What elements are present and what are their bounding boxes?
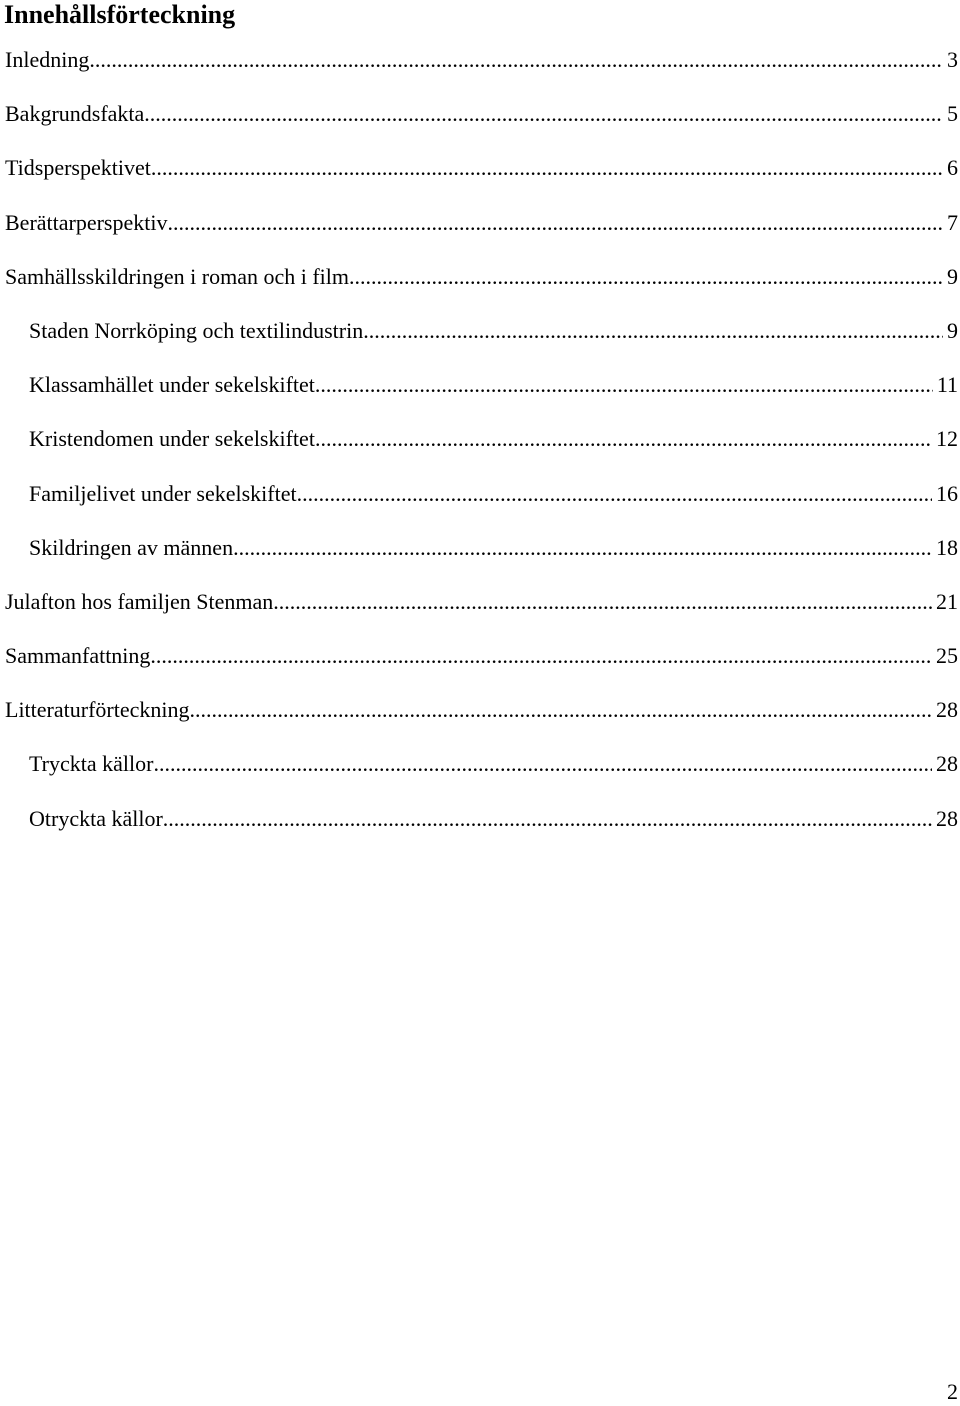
toc-entry[interactable] xyxy=(0,640,960,694)
toc-dot-leader xyxy=(89,44,943,76)
toc-subentry[interactable] xyxy=(0,369,960,423)
toc-entry-label: Tryckta källor xyxy=(29,751,154,777)
toc-entry-label: Kristendomen under sekelskiftet xyxy=(29,426,315,452)
toc-dot-leader xyxy=(168,207,944,239)
toc-entry-page: 18 xyxy=(936,534,958,560)
page-number: 2 xyxy=(947,1379,958,1404)
toc-entry-label: Familjelivet under sekelskiftet xyxy=(29,480,297,506)
toc-dot-leader xyxy=(151,152,943,184)
toc-entry[interactable] xyxy=(0,694,960,748)
toc-dot-leader xyxy=(363,315,943,347)
toc-entry-label: Berättarperspektiv xyxy=(5,209,168,235)
toc-entry-label: Skildringen av männen xyxy=(29,534,234,560)
toc-dot-leader xyxy=(315,423,932,455)
toc-entry-page: 28 xyxy=(936,751,958,777)
toc-dot-leader xyxy=(297,478,932,510)
toc-entry[interactable] xyxy=(0,44,960,98)
toc-subentry[interactable] xyxy=(0,803,960,857)
toc-entry-page: 11 xyxy=(936,372,958,398)
toc-dot-leader xyxy=(233,532,932,564)
toc-entry[interactable] xyxy=(0,152,960,206)
toc-entry-label: Litteraturförteckning xyxy=(5,697,190,723)
toc-dot-leader xyxy=(150,640,932,672)
toc-entry-page: 6 xyxy=(947,155,958,181)
toc-dot-leader xyxy=(315,369,933,401)
toc-entry-page: 5 xyxy=(947,101,958,127)
toc-entry-page: 25 xyxy=(936,643,958,669)
toc-entry-page: 7 xyxy=(947,209,958,235)
toc-subentry[interactable] xyxy=(0,748,960,802)
toc-entry-page: 16 xyxy=(936,480,958,506)
toc-subentry[interactable] xyxy=(0,532,960,586)
toc-dot-leader xyxy=(273,586,932,618)
toc-subentry[interactable] xyxy=(0,478,960,532)
toc-dot-leader xyxy=(349,261,943,293)
toc-entry[interactable] xyxy=(0,586,960,640)
toc-subentry[interactable] xyxy=(0,315,960,369)
toc-entry-label: Sammanfattning xyxy=(5,643,151,669)
toc-entry-label: Samhällsskildringen i roman och i film xyxy=(5,263,350,289)
toc-dot-leader xyxy=(189,694,932,726)
toc-dot-leader xyxy=(153,748,932,780)
toc-entry-page: 28 xyxy=(936,805,958,831)
toc-entry-label: Julafton hos familjen Stenman xyxy=(5,588,274,614)
toc-entry-page: 21 xyxy=(936,588,958,614)
toc-entry[interactable] xyxy=(0,207,960,261)
toc-dot-leader xyxy=(163,803,932,835)
toc-entry-label: Tidsperspektivet xyxy=(5,155,151,181)
toc-heading: Innehållsförteckning xyxy=(4,0,236,29)
toc-entry-page: 9 xyxy=(947,263,958,289)
toc-entry-label: Klassamhället under sekelskiftet xyxy=(29,372,315,398)
toc-dot-leader xyxy=(144,98,943,130)
toc-list xyxy=(0,44,960,857)
toc-entry-page: 9 xyxy=(947,317,958,343)
toc-entry[interactable] xyxy=(0,98,960,152)
toc-entry-label: Staden Norrköping och textilindustrin xyxy=(29,317,364,343)
toc-entry-label: Otryckta källor xyxy=(29,805,163,831)
toc-entry-page: 28 xyxy=(936,697,958,723)
toc-entry-label: Bakgrundsfakta xyxy=(5,101,145,127)
toc-entry-page: 12 xyxy=(936,426,958,452)
toc-subentry[interactable] xyxy=(0,423,960,477)
toc-entry-label: Inledning xyxy=(5,47,90,72)
toc-entry-page: 3 xyxy=(947,47,958,72)
toc-entry[interactable] xyxy=(0,261,960,315)
